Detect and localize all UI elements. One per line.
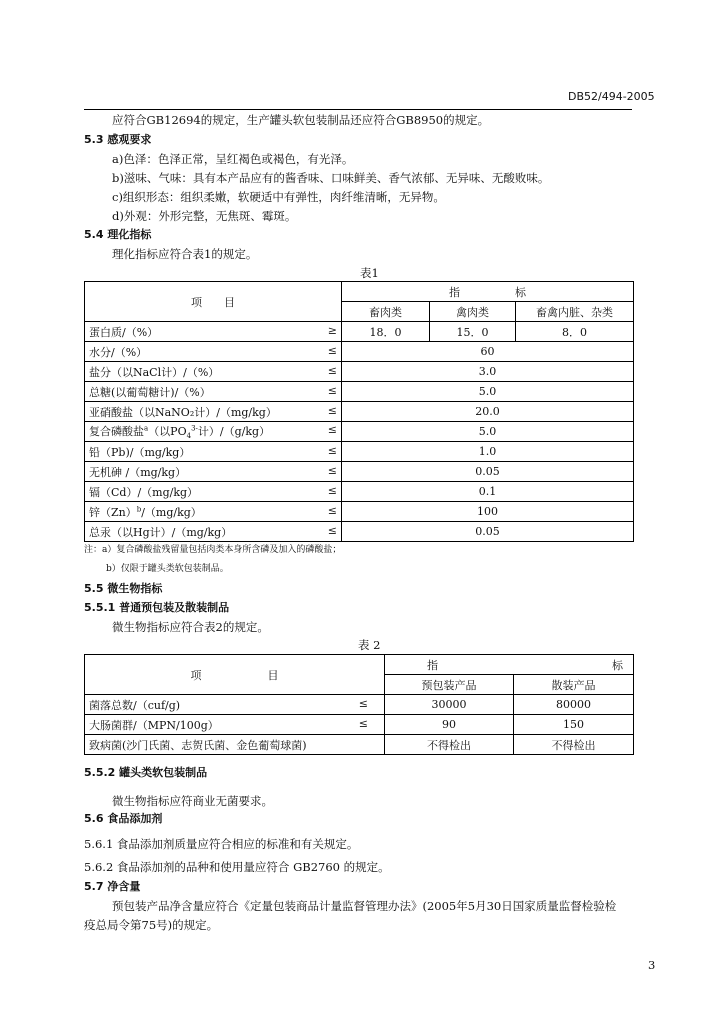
intro-line: 应符合GB12694的规定，生产罐头软包装制品还应符合GB8950的规定。: [112, 113, 490, 127]
table-row: [85, 422, 634, 442]
s54-text: 理化指标应符合表1的规定。: [112, 247, 258, 261]
row-label: 复合磷酸盐$^a$（以$PO_4^{3-}$计）/（g/kg）: [89, 424, 271, 441]
row-label: 总糖(以葡萄糖计)/（%）: [89, 385, 211, 399]
cell-value: 0.05: [342, 462, 634, 482]
table1: [84, 281, 634, 542]
table1-caption: 表1: [360, 266, 379, 280]
table2-col-1: 预包装产品: [385, 675, 514, 695]
cell-value: 18．0: [342, 322, 430, 342]
table1-note-a: 注：a）复合磷酸盐残留量包括肉类本身所含磷及加入的磷酸盐；: [84, 545, 342, 555]
section-5-6-title: 5.6 食品添加剂: [84, 812, 163, 825]
cell-value: 0.1: [342, 482, 634, 502]
row-label: 镉（Cd）/（mg/kg）: [89, 485, 199, 499]
table-row: [85, 442, 634, 462]
cell-value: 15．0: [430, 322, 516, 342]
row-operator: ≤: [358, 716, 368, 730]
row-operator: ≤: [327, 383, 337, 397]
section-5-5-title: 5.5 微生物指标: [84, 582, 163, 595]
row-operator: ≥: [327, 323, 337, 337]
cell-value: 不得检出: [385, 735, 514, 755]
row-label: 锌$(Zn)^b/(mg/kg)$: [89, 504, 202, 519]
table2: [84, 654, 634, 755]
section-5-5-2-title: 5.5.2 罐头类软包装制品: [84, 766, 208, 779]
table1-head-index: 指 标: [342, 282, 634, 302]
cell-value: 20.0: [342, 402, 634, 422]
table-row: [85, 695, 634, 715]
row-operator: ≤: [327, 363, 337, 377]
table1-col-2: 禽肉类: [430, 302, 516, 322]
row-operator: ≤: [358, 696, 368, 710]
cell-value: 80000: [514, 695, 634, 715]
cell-value: 8．0: [516, 322, 634, 342]
section-5-5-1-title: 5.5.1 普通预包装及散装制品: [84, 601, 230, 614]
header-rule: [84, 109, 632, 110]
s53-item-a: a)色泽：色泽正常，呈红褐色或褐色，有光泽。: [112, 152, 354, 166]
cell-value: 5.0: [342, 422, 634, 442]
s53-item-b: b)滋味、气味：具有本产品应有的酱香味、口味鲜美、香气浓郁、无异味、无酸败味。: [112, 171, 550, 185]
s562-text: 5.6.2 食品添加剂的品种和使用量应符合 GB2760 的规定。: [84, 860, 390, 874]
row-label: 蛋白质/（%）: [89, 325, 159, 339]
table-row: [85, 322, 634, 342]
cell-value: 150: [514, 715, 634, 735]
s551-text: 微生物指标应符合表2的规定。: [112, 620, 269, 634]
row-operator: ≤: [327, 443, 337, 457]
cell-value: 0.05: [342, 522, 634, 542]
table1-note-b: b）仅限于罐头类软包装制品。: [106, 564, 229, 574]
s552-text: 微生物指标应符商业无菌要求。: [112, 794, 273, 808]
section-5-4-title: 5.4 理化指标: [84, 228, 152, 241]
cell-value: 100: [342, 502, 634, 522]
s53-item-d: d)外观：外形完整，无焦斑、霉斑。: [112, 209, 297, 223]
document-number: DB52/494-2005: [568, 90, 655, 103]
table-row: [85, 482, 634, 502]
row-operator: ≤: [327, 422, 337, 436]
table-row: [85, 402, 634, 422]
table2-head-index: 指 标: [385, 655, 634, 675]
table2-head-item: 项 目: [85, 655, 385, 695]
section-5-7-title: 5.7 净含量: [84, 880, 141, 893]
row-label: 总汞（以Hg计）/（mg/kg）: [89, 525, 233, 539]
row-label: 无机砷 /（mg/kg）: [89, 465, 187, 479]
table-row: [85, 715, 634, 735]
table1-col-3: 畜禽内脏、杂类: [516, 302, 634, 322]
row-operator: ≤: [327, 403, 337, 417]
row-label: 铅（Pb)/（mg/kg）: [89, 445, 191, 459]
table-row: [85, 382, 634, 402]
table2-caption: 表 2: [358, 638, 381, 652]
row-operator: ≤: [327, 503, 337, 517]
row-label: 致病菌(沙门氏菌、志贺氏菌、金色葡萄球菌): [89, 738, 307, 752]
row-label: 水分/（%）: [89, 345, 148, 359]
table-row: [85, 462, 634, 482]
table1-head-item: 项 目: [85, 282, 342, 322]
section-5-3-title: 5.3 感观要求: [84, 133, 152, 146]
cell-value: 1.0: [342, 442, 634, 462]
table-row: [85, 522, 634, 542]
row-operator: ≤: [327, 463, 337, 477]
row-label: 盐分（以NaCl计）/（%）: [89, 365, 220, 379]
table-row: [85, 342, 634, 362]
cell-value: 5.0: [342, 382, 634, 402]
row-operator: ≤: [327, 343, 337, 357]
table-row: [85, 735, 634, 755]
cell-value: 30000: [385, 695, 514, 715]
s53-item-c: c)组织形态：组织柔嫩，软硬适中有弹性，肉纤维清晰，无异物。: [112, 190, 445, 204]
table-row: [85, 502, 634, 522]
table1-col-1: 畜肉类: [342, 302, 430, 322]
row-label: 菌落总数/（cuf/g): [89, 698, 181, 712]
s57-line1: 预包装产品净含量应符合《定量包装商品计量监督管理办法》(2005年5月30日国家质量监督检验检: [112, 899, 617, 913]
page-number: 3: [648, 958, 656, 972]
s57-line2: 疫总局令第75号)的规定。: [84, 918, 219, 932]
row-operator: ≤: [327, 523, 337, 537]
cell-value: 不得检出: [514, 735, 634, 755]
cell-value: 3.0: [342, 362, 634, 382]
cell-value: 90: [385, 715, 514, 735]
row-label: 亚硝酸盐（以NaNO₂计）/（mg/kg）: [89, 405, 277, 419]
table2-col-2: 散装产品: [514, 675, 634, 695]
row-operator: ≤: [327, 483, 337, 497]
cell-value: 60: [342, 342, 634, 362]
s561-text: 5.6.1 食品添加剂质量应符合相应的标准和有关规定。: [84, 837, 359, 851]
row-label: 大肠菌群/（MPN/100g）: [89, 718, 219, 732]
table-row: [85, 362, 634, 382]
